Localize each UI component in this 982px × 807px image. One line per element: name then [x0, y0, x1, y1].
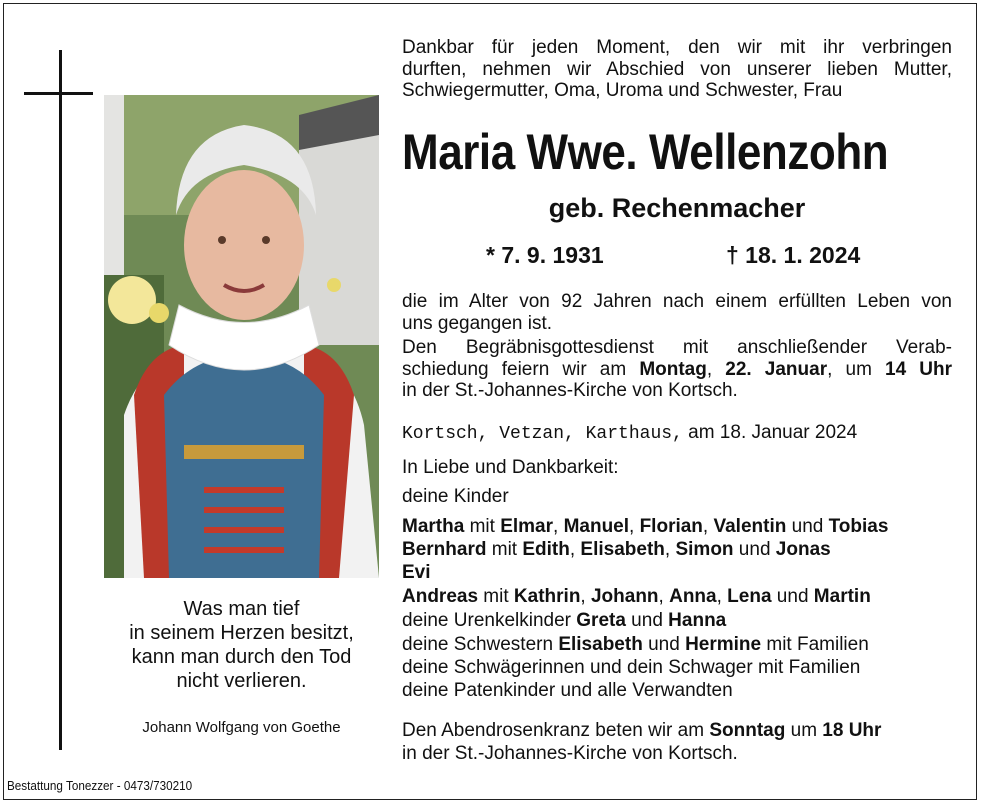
intro-line: durften, nehmen wir Abschied von unserer lieben Mutter, [402, 58, 952, 80]
family-joiner: , [658, 586, 670, 607]
family-name: Bernhard [402, 539, 487, 560]
intro-line: Dankbar für jeden Moment, den wir mit ihr verbringen [402, 37, 952, 58]
family-joiner: und [733, 539, 776, 560]
family-joiner: und [625, 610, 669, 631]
birth-date: * 7. 9. 1931 [486, 242, 604, 268]
family-joiner: mit [486, 539, 523, 560]
family-name: Greta [576, 610, 626, 631]
maiden-name: geb. Rechenmacher [548, 193, 806, 223]
family-name: Martha [402, 516, 465, 537]
family-line-3 [402, 562, 431, 584]
family-name: Andreas [402, 586, 479, 607]
rosary-time: 18 Uhr [822, 720, 882, 741]
family-name: Valentin [713, 516, 787, 537]
rosary-line-1 [402, 720, 881, 742]
cross-icon-bar [24, 92, 93, 95]
rosary-text: um [785, 720, 823, 741]
family-joiner: mit [464, 516, 501, 537]
love-text: In Liebe und Dankbarkeit: [402, 457, 619, 478]
age-line: die im Alter von 92 Jahren nach einem erfüllten Leben von [402, 291, 952, 312]
funeral-text [402, 337, 952, 380]
quote-line: Was man tief [183, 598, 300, 620]
place-date [402, 422, 857, 444]
funeral-text-part: schiedung feiern wir am [402, 358, 640, 380]
family-name: Hermine [685, 634, 762, 655]
family-name: Tobias [828, 516, 889, 537]
rosary-day: Sonntag [709, 720, 786, 741]
cross-icon [59, 50, 62, 750]
death-date: † 18. 1. 2024 [726, 242, 861, 268]
family-joiner: deine Urenkelkinder [402, 610, 577, 631]
goethe-quote [104, 597, 379, 693]
family-joiner: , [580, 586, 591, 607]
family-line-4 [402, 586, 871, 608]
family-name: Hanna [668, 610, 727, 631]
deceased-name: Maria Wwe. Wellenzohn [402, 124, 889, 180]
quote-line: in seinem Herzen besitzt, [129, 622, 354, 644]
age-text [402, 291, 952, 313]
place-date-text: am 18. Januar 2024 [682, 422, 858, 443]
quote-line: kann man durch den Tod [131, 646, 352, 668]
family-joiner: deine Schwestern [402, 634, 559, 655]
family-name: Anna [669, 586, 717, 607]
family-joiner: , [664, 539, 676, 560]
family-line-8: deine Patenkinder und alle Verwandten [402, 680, 733, 701]
intro-line-3: Schwiegermutter, Oma, Uroma und Schwester, Frau [402, 80, 843, 101]
family-line-2 [402, 539, 831, 561]
funeral-time: 14 Uhr [885, 358, 953, 380]
family-joiner: mit Familien [761, 634, 869, 655]
family-name: Martin [813, 586, 871, 607]
funeral-line [402, 359, 952, 381]
family-joiner: , [716, 586, 728, 607]
funeral-line: Den Begräbnisgottesdienst mit anschließender Verab- [402, 337, 952, 358]
funeral-date: 22. Januar [725, 358, 828, 380]
funeral-text-part: , [706, 358, 726, 380]
family-line-1 [402, 516, 888, 538]
family-name: Jonas [775, 539, 831, 560]
family-joiner: , [629, 516, 640, 537]
funeral-day: Montag [639, 358, 707, 380]
family-joiner: und [771, 586, 814, 607]
place-names: Kortsch, Vetzan, Karthaus, [402, 424, 683, 444]
family-name: Kathrin [513, 586, 581, 607]
funeral-home: Bestattung Tonezzer - 0473/730210 [7, 778, 193, 793]
family-joiner: , [553, 516, 564, 537]
family-name: Johann [590, 586, 659, 607]
family-name: Edith [522, 539, 570, 560]
family-joiner: mit [478, 586, 514, 607]
family-joiner: , [569, 539, 581, 560]
quote-author: Johann Wolfgang von Goethe [142, 719, 341, 736]
funeral-text-part: , um [827, 358, 886, 380]
family-joiner: und [786, 516, 829, 537]
family-name: Elmar [500, 516, 553, 537]
family-name: Elisabeth [580, 539, 665, 560]
family-name: Evi [402, 562, 431, 583]
children-label: deine Kinder [402, 486, 509, 507]
family-line-5 [402, 610, 726, 632]
family-name: Manuel [563, 516, 630, 537]
intro-text [402, 37, 952, 80]
family-joiner: , [702, 516, 714, 537]
funeral-line-3: in der St.-Johannes-Kirche von Kortsch. [402, 380, 738, 401]
family-name: Florian [639, 516, 703, 537]
rosary-text: Den Abendrosenkranz beten wir am [402, 720, 710, 741]
family-name: Lena [727, 586, 772, 607]
quote-line: nicht verlieren. [176, 670, 307, 692]
family-name: Simon [675, 539, 734, 560]
family-line-7: deine Schwägerinnen und dein Schwager mit Familien [402, 657, 861, 678]
family-joiner: und [642, 634, 686, 655]
rosary-line-2: in der St.-Johannes-Kirche von Kortsch. [402, 743, 738, 764]
family-name: Elisabeth [558, 634, 643, 655]
portrait-photo [104, 95, 379, 578]
family-line-6 [402, 634, 869, 656]
age-line-2: uns gegangen ist. [402, 313, 553, 334]
